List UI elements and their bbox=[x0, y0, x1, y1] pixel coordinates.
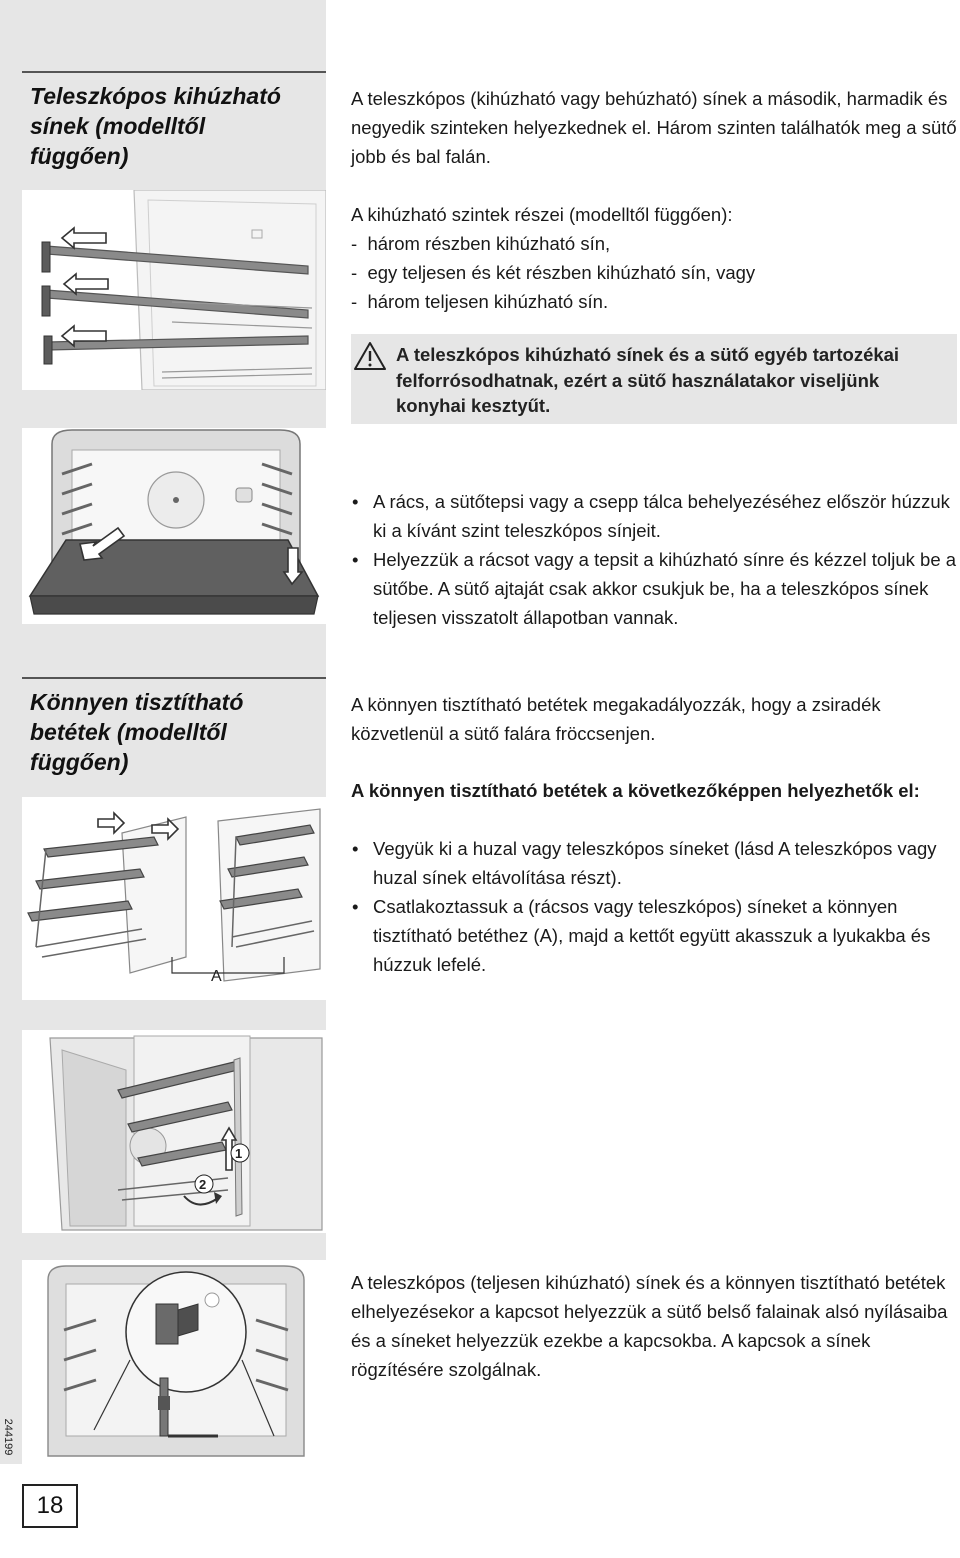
telescopic-parts: A kihúzható szintek részei (modelltől függően): - három részben kihúzható sín, - egy teljesen és két részben kihúzható sín, vagy - három teljesen kihúzható sín. bbox=[351, 200, 957, 316]
section-title-liners: Könnyen tisztítható betétek (modelltől függően) bbox=[30, 689, 244, 775]
step-label-1: 1 bbox=[235, 1146, 243, 1161]
parts-item: - három teljesen kihúzható sín. bbox=[351, 291, 609, 312]
figure-liner-mounting bbox=[22, 1030, 326, 1233]
section-divider-liners bbox=[22, 677, 326, 679]
figure-liner-assembly bbox=[22, 797, 326, 1000]
bullet-item: • Helyezzük a rácsot vagy a tepsit a kihúzható sínre és kézzel toljuk be a sütőbe. A sütő ajtaját csak akkor csukjuk be, ha a teleszkópos sínek teljesen visszatolt állapotban vannak. bbox=[351, 545, 957, 632]
warning-box bbox=[351, 334, 957, 424]
warning-triangle-icon bbox=[353, 341, 387, 371]
bullet-item: • Vegyük ki a huzal vagy teleszkópos síneket (lásd A teleszkópos vagy huzal sínek eltávolítása részt). bbox=[351, 834, 957, 892]
figure-telescopic-rails bbox=[22, 190, 326, 390]
liners-bullets bbox=[351, 834, 957, 979]
section-divider-telescopic bbox=[22, 71, 326, 73]
figure-clip-detail bbox=[22, 1260, 326, 1464]
liner-label: A bbox=[211, 968, 222, 985]
liner-mounting-illustration bbox=[22, 1030, 326, 1233]
liners-placement-heading: A könnyen tisztítható betétek a következőképpen helyezhetők el: bbox=[351, 780, 920, 801]
oven-tray-illustration bbox=[22, 428, 326, 624]
parts-item: - három részben kihúzható sín, bbox=[351, 233, 611, 254]
telescopic-intro: A teleszkópos (kihúzható vagy behúzható) sínek a második, harmadik és negyedik szinteken helyezkednek el. Három szinten találhatók meg a sütő jobb és bal falán. bbox=[351, 88, 957, 167]
liner-assembly-illustration bbox=[22, 797, 326, 1000]
liners-intro: A könnyen tisztítható betétek megakadályozzák, hogy a zsiradék közvetlenül a sütő falára fröccsenjen. bbox=[351, 694, 881, 744]
clip-detail-illustration bbox=[22, 1260, 326, 1464]
telescopic-bullets bbox=[351, 487, 957, 632]
bullet-item: • A rács, a sütőtepsi vagy a csepp tálca behelyezéséhez először húzzuk ki a kívánt szint teleszkópos sínjeit. bbox=[351, 487, 957, 545]
clips-paragraph: A teleszkópos (teljesen kihúzható) sínek és a könnyen tisztítható betétek elhelyezésekor a kapcsot helyezzük a sütő belső falainak alsó nyílásaiba és a síneket helyezzük ezekbe a kapcsokba. A kapcsok a sínek rögzítésére szolgálnak. bbox=[351, 1272, 948, 1380]
telescopic-rails-illustration bbox=[22, 190, 326, 390]
parts-item: - egy teljesen és két részben kihúzható sín, vagy bbox=[351, 262, 756, 283]
warning-text: A teleszkópos kihúzható sínek és a sütő egyéb tartozékai felforrósodhatnak, ezért a sütő használatakor viseljünk konyhai kesztyűt. bbox=[396, 344, 900, 416]
section-title-telescopic: Teleszkópos kihúzható sínek (modelltől függően) bbox=[30, 83, 281, 169]
figure-tray-insertion bbox=[22, 428, 326, 624]
step-label-2: 2 bbox=[199, 1177, 207, 1192]
document-code: 244199 bbox=[2, 1418, 14, 1456]
page-number: 18 bbox=[22, 1484, 78, 1528]
bullet-item: • Csatlakoztassuk a (rácsos vagy teleszkópos) síneket a könnyen tisztítható betéthez (A), majd a kettőt együtt akasszuk a lyukakba és húzzuk lefelé. bbox=[351, 892, 957, 979]
